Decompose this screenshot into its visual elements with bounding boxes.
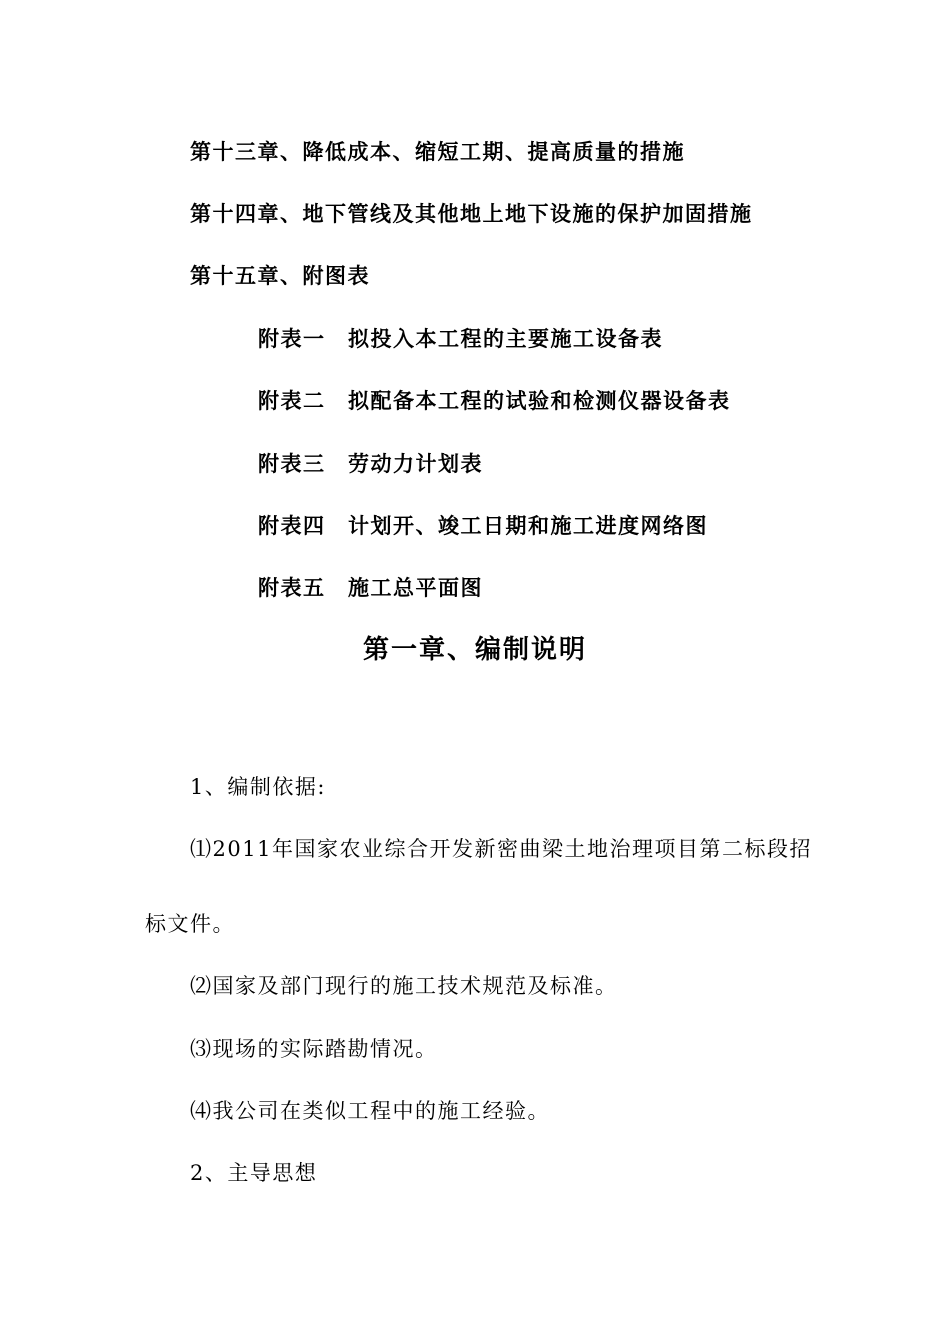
toc-appendix-5 xyxy=(258,575,483,601)
appendix-label: 附表四 xyxy=(258,513,326,538)
appendix-title: 施工总平面图 xyxy=(348,575,483,600)
toc-appendix-2 xyxy=(258,388,731,414)
basis-item-1-continued: 标文件。 xyxy=(145,912,235,936)
appendix-label: 附表二 xyxy=(258,388,326,413)
section-heading-basis: 1、编制依据: xyxy=(190,775,326,799)
basis-item-3: ⑶现场的实际踏勘情况。 xyxy=(190,1037,438,1061)
appendix-label: 附表五 xyxy=(258,575,326,600)
appendix-label: 附表三 xyxy=(258,451,326,476)
toc-chapter-14: 第十四章、地下管线及其他地上地下设施的保护加固措施 xyxy=(190,201,753,226)
chapter-title: 第一章、编制说明 xyxy=(362,635,587,665)
basis-item-2: ⑵国家及部门现行的施工技术规范及标准。 xyxy=(190,974,618,998)
toc-chapter-15: 第十五章、附图表 xyxy=(190,263,370,288)
appendix-title: 计划开、竣工日期和施工进度网络图 xyxy=(348,513,708,538)
toc-chapter-13: 第十三章、降低成本、缩短工期、提高质量的措施 xyxy=(190,139,685,164)
appendix-title: 拟投入本工程的主要施工设备表 xyxy=(348,326,663,351)
toc-appendix-3 xyxy=(258,451,483,477)
basis-item-4: ⑷我公司在类似工程中的施工经验。 xyxy=(190,1099,550,1123)
section-heading-guiding-idea: 2、主导思想 xyxy=(190,1161,318,1185)
appendix-label: 附表一 xyxy=(258,326,326,351)
toc-appendix-4 xyxy=(258,513,708,539)
appendix-title: 拟配备本工程的试验和检测仪器设备表 xyxy=(348,388,731,413)
basis-item-1: ⑴2011年国家农业综合开发新密曲梁土地治理项目第二标段招 xyxy=(190,837,812,861)
toc-appendix-1 xyxy=(258,326,663,352)
appendix-title: 劳动力计划表 xyxy=(348,451,483,476)
